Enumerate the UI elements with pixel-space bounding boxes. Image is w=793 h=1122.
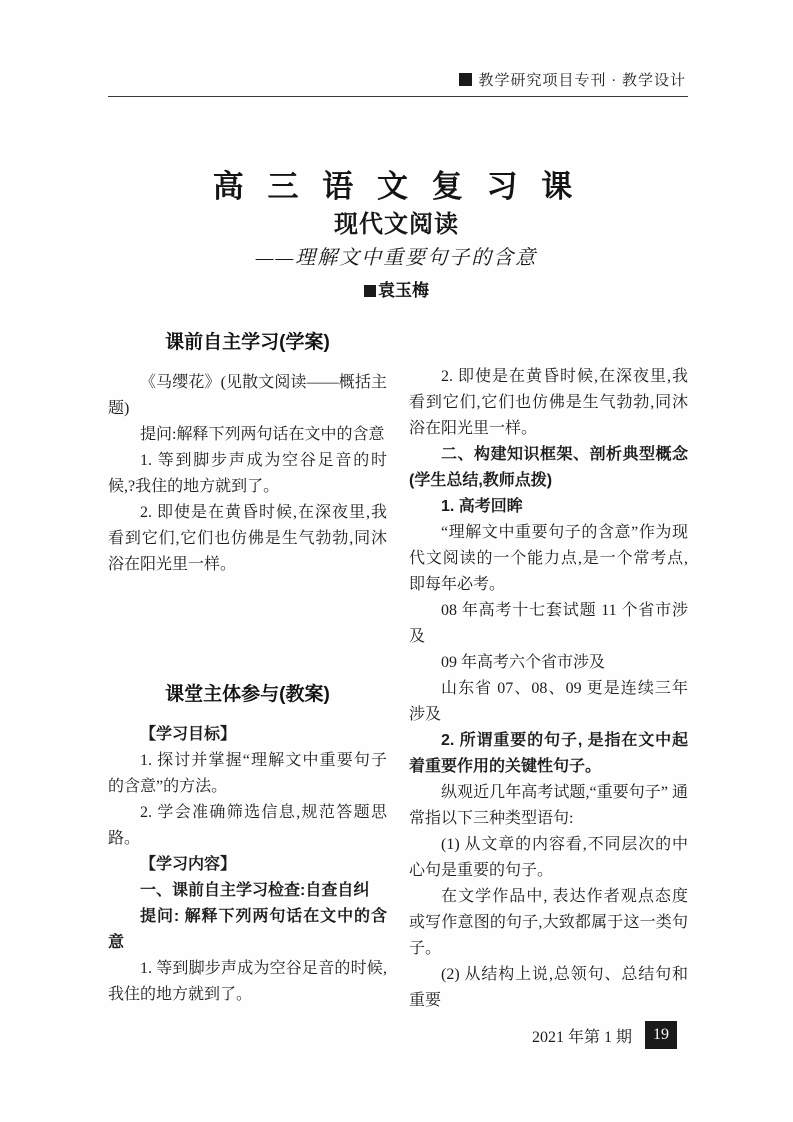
article-main-title: 高 三 语 文 复 习 课 — [212, 169, 581, 204]
header-rule-line — [108, 96, 688, 97]
author-name: 袁玉梅 — [378, 281, 429, 300]
paragraph: (1) 从文章的内容看,不同层次的中心句是重要的句子。 — [409, 836, 688, 879]
paragraph: 纵观近几年高考试题,“重要句子” 通常指以下三种类型语句: — [409, 784, 688, 827]
paragraph: 1. 高考回眸 — [441, 498, 523, 515]
paragraph: 2. 学会准确筛选信息,规范答题思路。 — [108, 804, 387, 847]
paragraph: 一、课前自主学习检查:自查自纠 — [140, 882, 370, 899]
article-dash-subtitle: ——理解文中重要句子的含意 — [255, 247, 538, 269]
paragraph: 二、构建知识框架、剖析典型概念(学生总结,教师点拨) — [409, 446, 688, 489]
paragraph: 2. 即使是在黄昏时候,在深夜里,我看到它们,它们也仿佛是生气勃勃,同沐浴在阳光里一样。 — [409, 368, 688, 437]
paragraph: 在文学作品中, 表达作者观点态度或写作意图的句子,大致都属于这一类句子。 — [409, 888, 688, 957]
square-bullet-icon — [459, 73, 472, 86]
article-body — [108, 330, 688, 1014]
section-heading-pre-class: 课前自主学习(学案) — [165, 332, 330, 353]
paragraph: 08 年高考十七套试题 11 个省市涉及 — [409, 602, 688, 645]
paragraph: 09 年高考六个省市涉及 — [441, 654, 606, 671]
page-footer — [532, 1021, 677, 1049]
paragraph: 1. 等到脚步声成为空谷足音的时候,?我住的地方就到了。 — [108, 452, 387, 495]
running-head-label: 教学研究项目专刊 · 教学设计 — [478, 73, 686, 89]
issue-label: 2021 年第 1 期 — [531, 1028, 632, 1046]
author-line — [0, 276, 793, 301]
paragraph: (2) 从结构上说,总领句、总结句和重要 — [409, 966, 688, 1009]
running-head — [459, 69, 687, 90]
paragraph: 2. 所谓重要的句子, 是指在文中起着重要作用的关键性句子。 — [409, 732, 688, 775]
page-number-badge: 19 — [645, 1021, 677, 1049]
paragraph: “理解文中重要句子的含意”作为现代文阅读的一个能力点,是一个常考点,即每年必考。 — [409, 524, 688, 593]
author-bullet-icon — [364, 285, 376, 297]
section-heading-in-class: 课堂主体参与(教案) — [165, 684, 330, 705]
left-column — [108, 330, 387, 1014]
label-learning-goals: 【学习目标】 — [140, 726, 237, 743]
paragraph: 2. 即使是在黄昏时候,在深夜里,我看到它们,它们也仿佛是生气勃勃,同沐浴在阳光里一样。 — [108, 504, 387, 573]
label-learning-content: 【学习内容】 — [140, 856, 237, 873]
paragraph: 《马缨花》(见散文阅读——概括主题) — [108, 374, 387, 417]
paragraph: 提问: 解释下列两句话在文中的含意 — [108, 908, 387, 951]
paragraph: 山东省 07、08、09 更是连续三年涉及 — [409, 680, 688, 723]
article-subtitle: 现代文阅读 — [334, 212, 459, 238]
paragraph: 1. 探讨并掌握“理解文中重要句子的含意”的方法。 — [108, 752, 387, 795]
right-column — [409, 330, 688, 1014]
paragraph: 1. 等到脚步声成为空谷足音的时候,我住的地方就到了。 — [108, 960, 387, 1003]
paragraph: 提问:解释下列两句话在文中的含意 — [140, 426, 385, 443]
